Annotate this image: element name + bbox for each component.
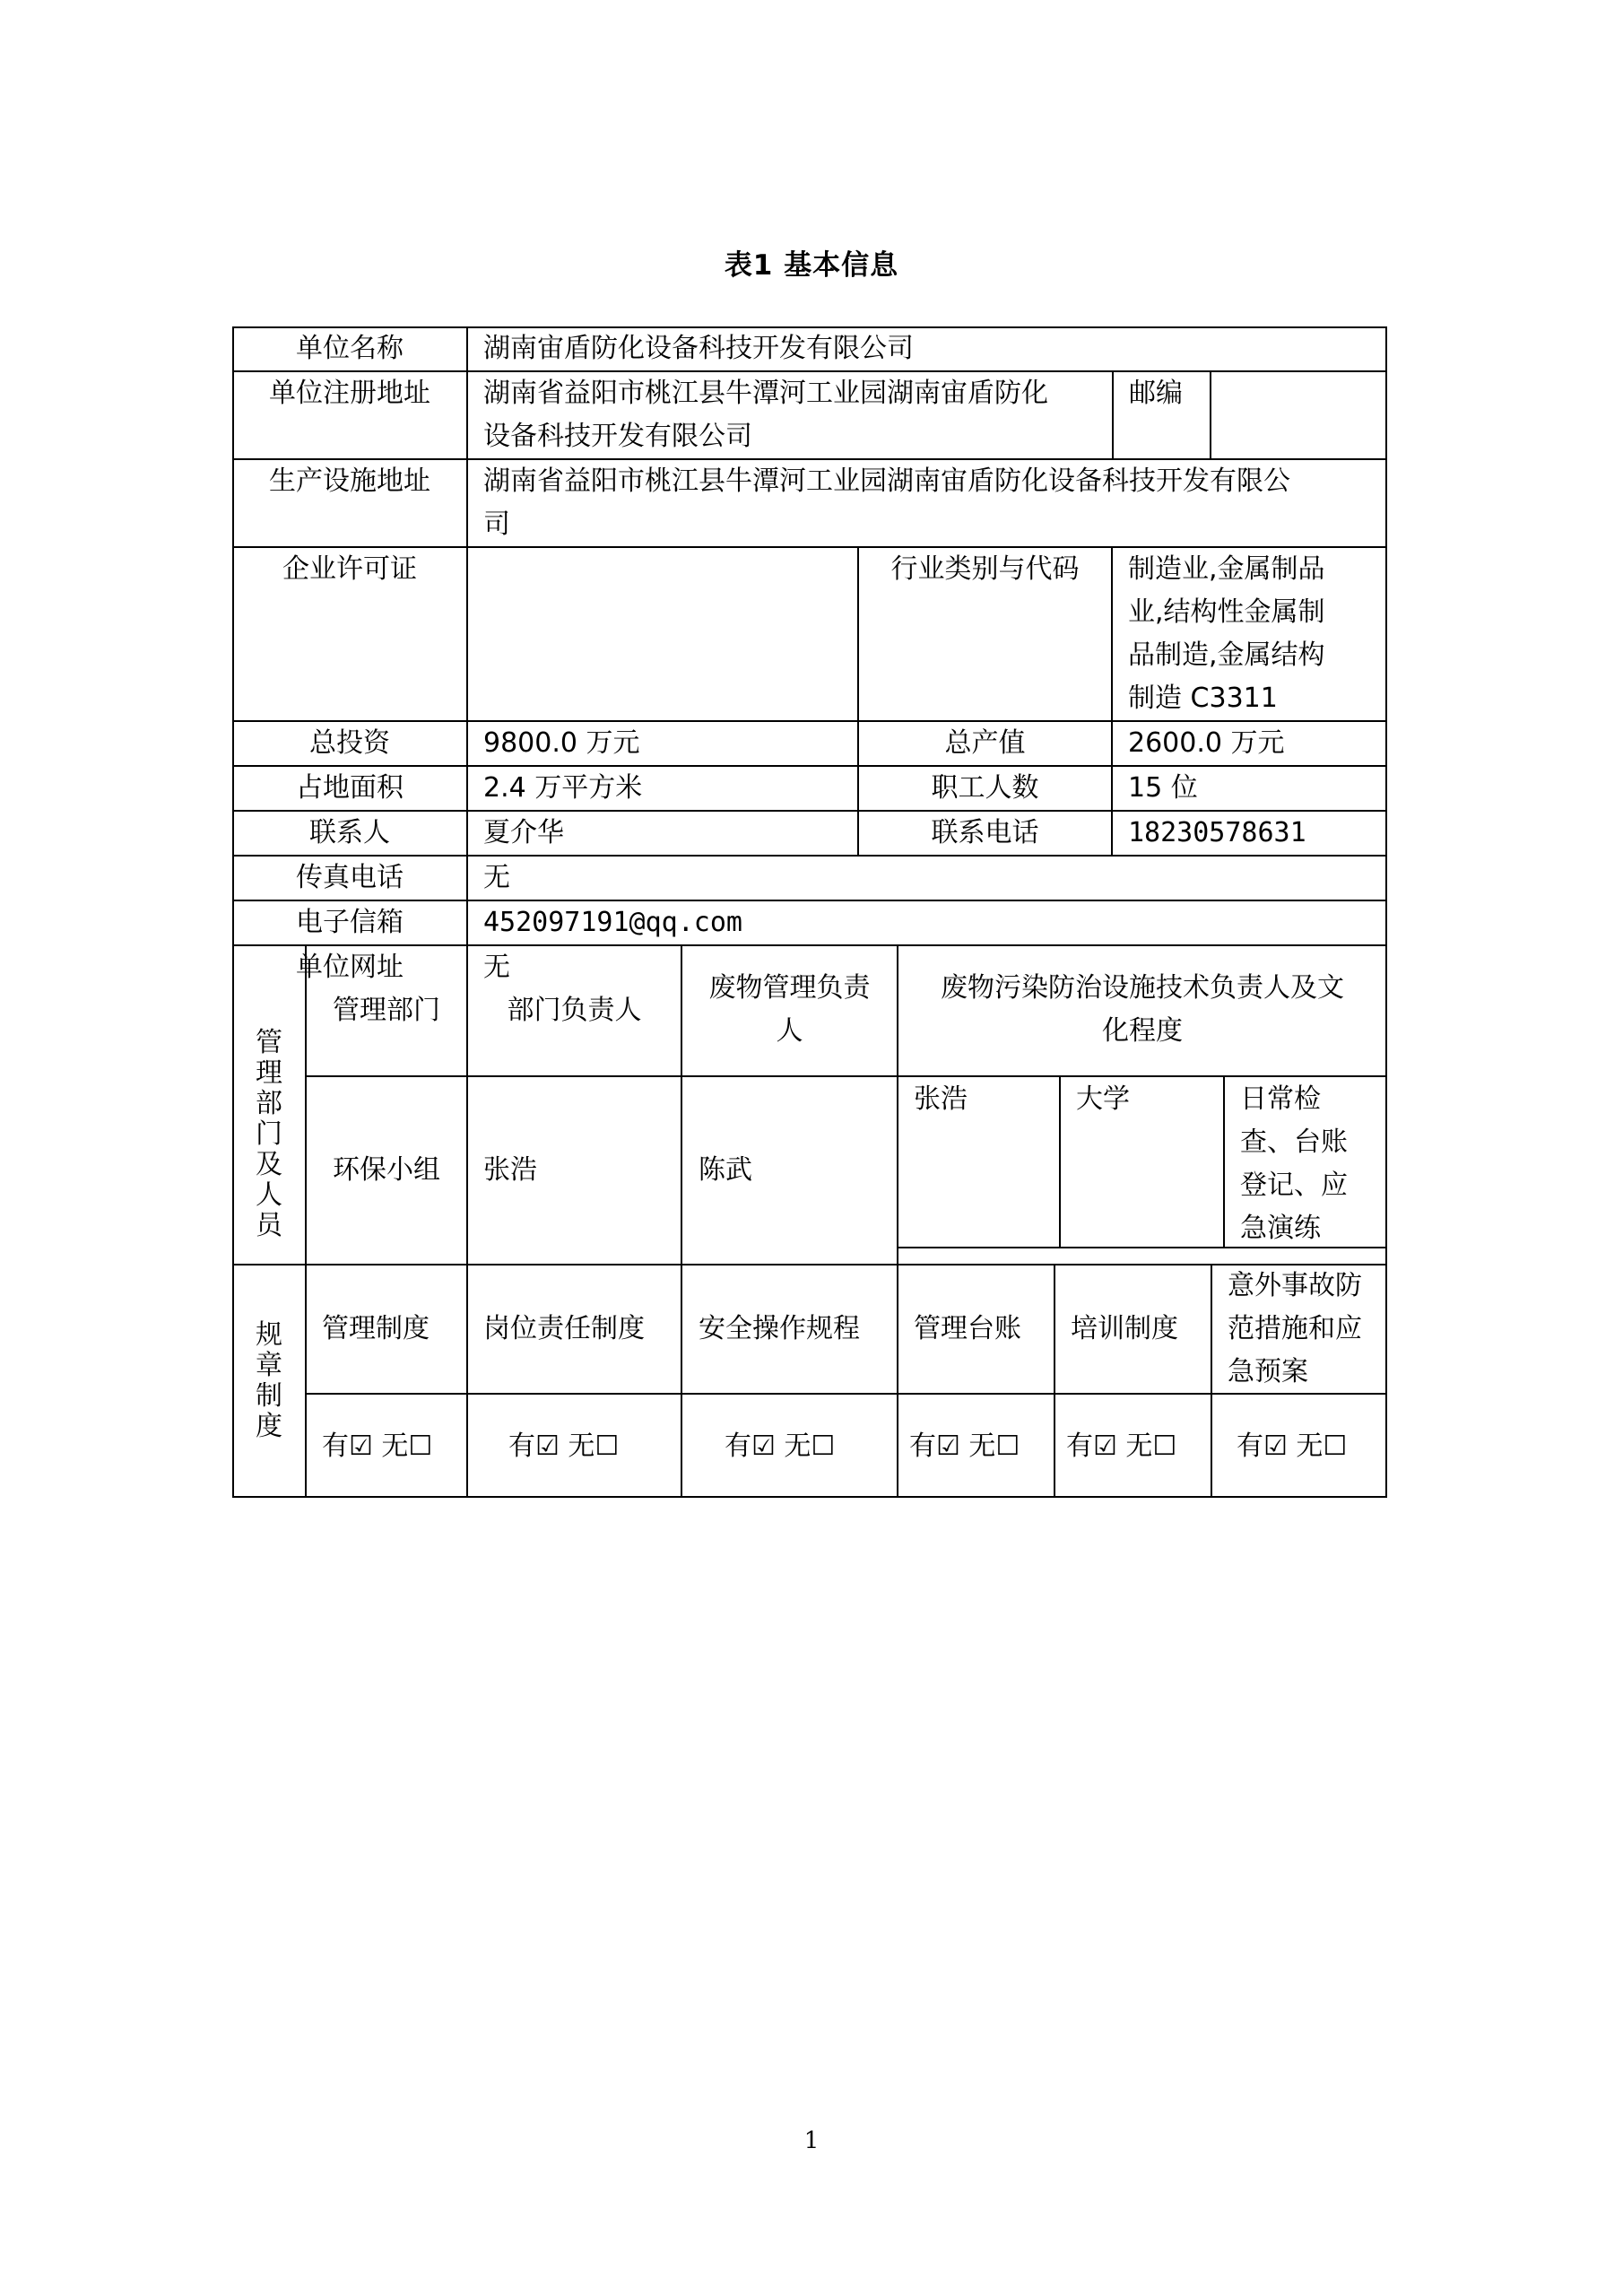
rules-value-training: 有☑ 无☐ bbox=[1066, 1431, 1177, 1462]
fax-label: 传真电话 bbox=[296, 862, 404, 893]
industry-value-line2: 业,结构性金属制 bbox=[1128, 596, 1325, 628]
mgmt-dept-value: 环保小组 bbox=[333, 1154, 440, 1186]
mgmt-duties-line2: 查、台账 bbox=[1240, 1126, 1348, 1158]
rules-header-emergency-line2: 范措施和应 bbox=[1228, 1313, 1362, 1344]
staff-label: 职工人数 bbox=[931, 772, 1039, 804]
unit-name-label: 单位名称 bbox=[296, 333, 404, 364]
area-value: 2.4 万平方米 bbox=[483, 772, 643, 804]
management-section-label: 管 理 部 门 及 人 员 bbox=[256, 1027, 282, 1241]
page-number: 1 bbox=[803, 2127, 820, 2154]
mgmt-header-dept: 管理部门 bbox=[333, 995, 440, 1026]
rules-section-label: 规 章 制 度 bbox=[256, 1319, 282, 1442]
rules-value-management: 有☑ 无☐ bbox=[322, 1431, 433, 1462]
rules-header-post-responsibility: 岗位责任制度 bbox=[483, 1313, 645, 1344]
rules-header-emergency-line1: 意外事故防 bbox=[1228, 1270, 1362, 1301]
website-label: 单位网址 bbox=[296, 952, 404, 983]
phone-label: 联系电话 bbox=[931, 817, 1039, 848]
rules-header-management: 管理制度 bbox=[322, 1313, 430, 1344]
mgmt-header-waste-head-line1: 废物管理负责 bbox=[708, 972, 871, 1004]
postcode-label: 邮编 bbox=[1129, 378, 1183, 409]
output-value: 2600.0 万元 bbox=[1128, 727, 1285, 759]
email-label: 电子信箱 bbox=[296, 907, 404, 938]
industry-label: 行业类别与代码 bbox=[890, 553, 1080, 585]
rules-value-ledger: 有☑ 无☐ bbox=[909, 1431, 1020, 1462]
contact-label: 联系人 bbox=[309, 817, 390, 848]
reg-address-line1: 湖南省益阳市桃江县牛潭河工业园湖南宙盾防化 bbox=[483, 378, 1048, 409]
website-value: 无 bbox=[483, 952, 510, 983]
mgmt-duties-line1: 日常检 bbox=[1240, 1083, 1321, 1115]
rules-header-ledger: 管理台账 bbox=[914, 1313, 1021, 1344]
unit-name-value: 湖南宙盾防化设备科技开发有限公司 bbox=[483, 333, 914, 364]
rules-header-safety-procedures: 安全操作规程 bbox=[699, 1313, 860, 1344]
staff-value: 15 位 bbox=[1128, 772, 1198, 804]
mgmt-tech-head-value: 张浩 bbox=[914, 1083, 968, 1115]
table-title: 表1 基本信息 bbox=[724, 249, 899, 282]
mgmt-dept-head-value: 张浩 bbox=[483, 1154, 537, 1186]
rules-value-post-responsibility: 有☑ 无☐ bbox=[508, 1431, 620, 1462]
mgmt-header-dept-head: 部门负责人 bbox=[507, 995, 642, 1026]
mgmt-waste-head-value: 陈武 bbox=[699, 1154, 752, 1186]
industry-value-line4: 制造 C3311 bbox=[1128, 683, 1278, 714]
industry-value-line3: 品制造,金属结构 bbox=[1128, 639, 1325, 671]
industry-value-line1: 制造业,金属制品 bbox=[1128, 553, 1325, 585]
mgmt-duties-line3: 登记、应 bbox=[1240, 1170, 1348, 1201]
rules-value-safety-procedures: 有☑ 无☐ bbox=[725, 1431, 836, 1462]
investment-label: 总投资 bbox=[309, 727, 390, 759]
facility-address-line2: 司 bbox=[483, 509, 510, 540]
fax-value: 无 bbox=[483, 862, 510, 893]
mgmt-header-waste-head-line2: 人 bbox=[776, 1015, 803, 1047]
output-label: 总产值 bbox=[944, 727, 1026, 759]
facility-address-label: 生产设施地址 bbox=[269, 465, 430, 497]
investment-value: 9800.0 万元 bbox=[483, 727, 640, 759]
contact-value: 夏介华 bbox=[483, 817, 564, 848]
mgmt-duties-line4: 急演练 bbox=[1240, 1213, 1321, 1244]
mgmt-header-tech-head-line1: 废物污染防治设施技术负责人及文 bbox=[941, 972, 1344, 1004]
phone-value: 18230578631 bbox=[1128, 817, 1306, 848]
reg-address-label: 单位注册地址 bbox=[269, 378, 430, 409]
license-label: 企业许可证 bbox=[282, 553, 417, 585]
facility-address-line1: 湖南省益阳市桃江县牛潭河工业园湖南宙盾防化设备科技开发有限公 bbox=[483, 465, 1290, 497]
reg-address-line2: 设备科技开发有限公司 bbox=[483, 421, 752, 452]
mgmt-header-tech-head-line2: 化程度 bbox=[1102, 1015, 1183, 1047]
rules-value-emergency: 有☑ 无☐ bbox=[1237, 1431, 1348, 1462]
email-value: 452097191@qq.com bbox=[483, 907, 742, 938]
rules-header-training: 培训制度 bbox=[1071, 1313, 1178, 1344]
basic-info-table bbox=[232, 326, 1387, 1498]
area-label: 占地面积 bbox=[296, 772, 404, 804]
rules-header-emergency-line3: 急预案 bbox=[1228, 1356, 1308, 1387]
mgmt-education-value: 大学 bbox=[1076, 1083, 1130, 1115]
